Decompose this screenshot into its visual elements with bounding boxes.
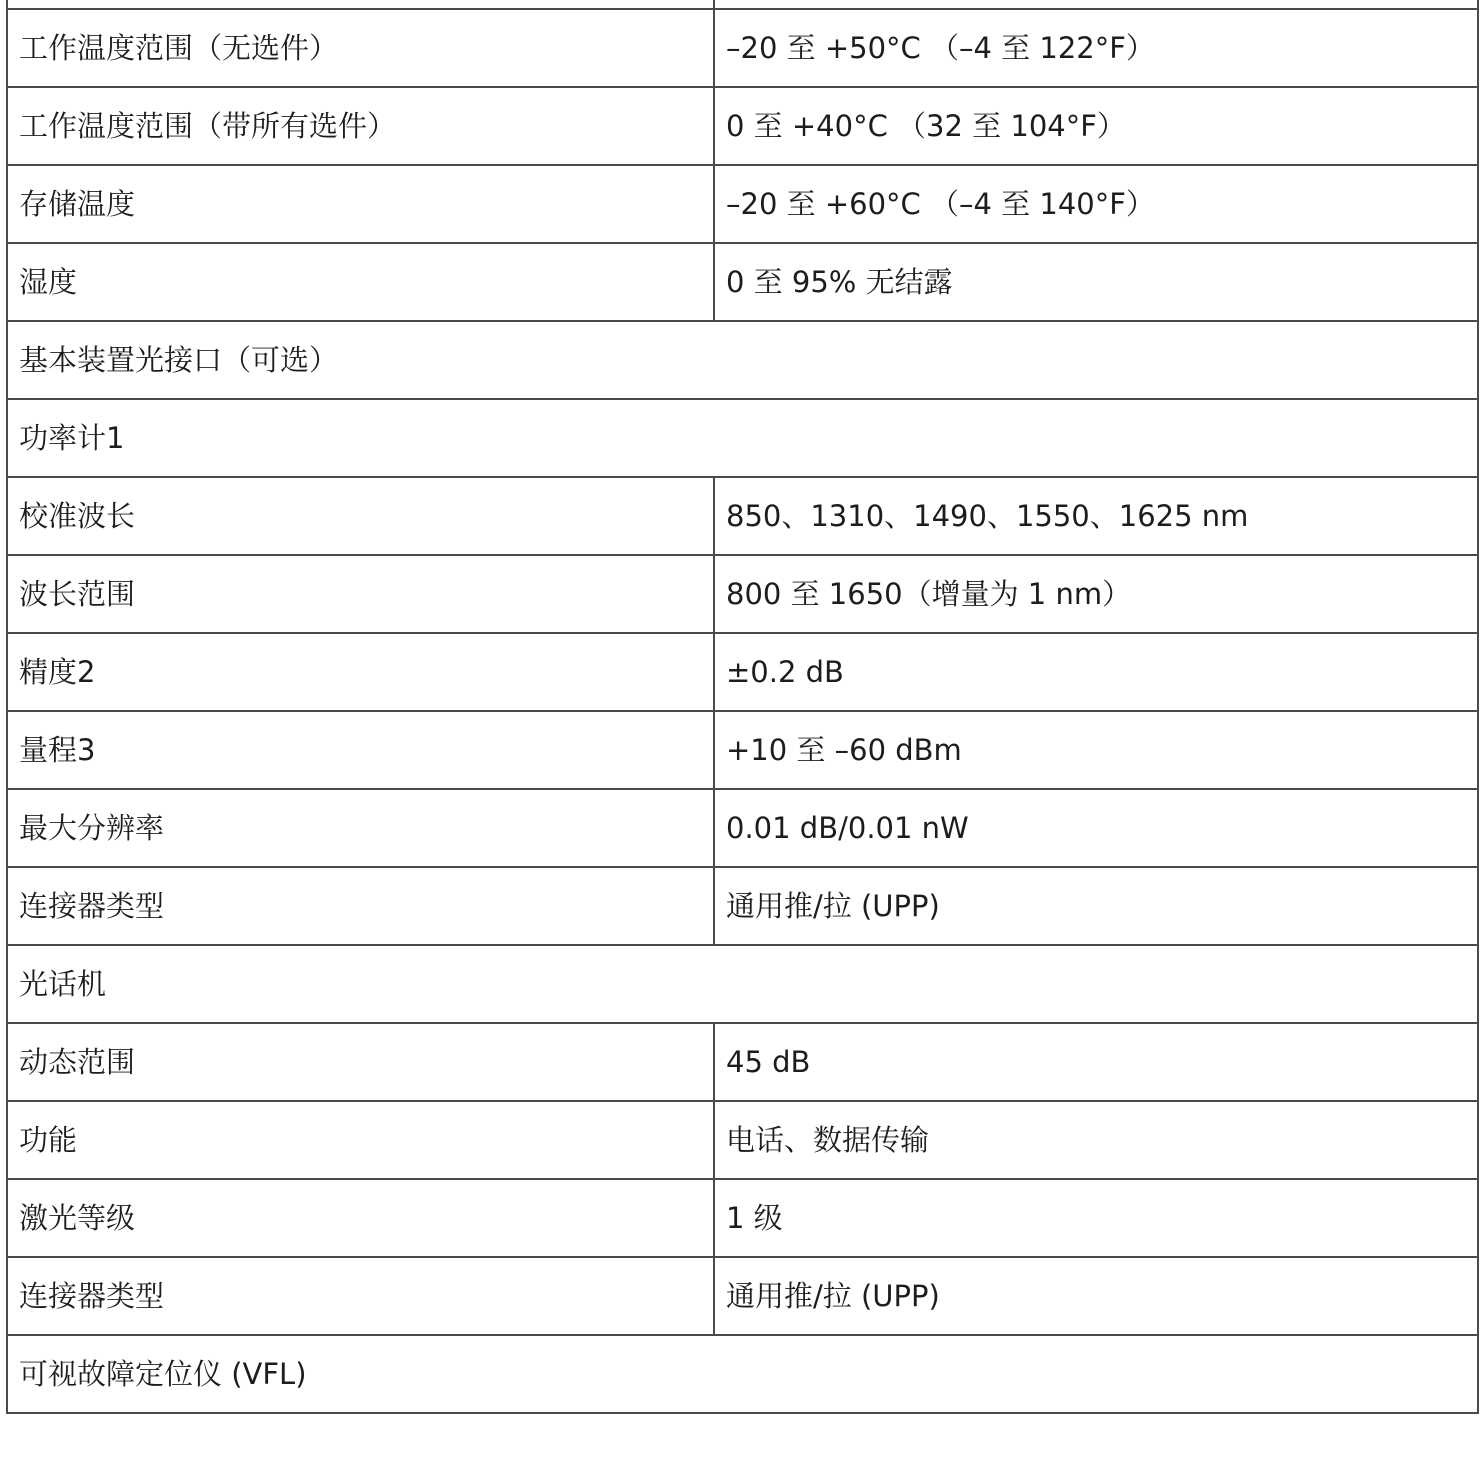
table-row: [7, 0, 1478, 9]
spec-value: 0 至 95% 无结露: [714, 243, 1478, 321]
spec-value: –20 至 +50°C （–4 至 122°F）: [714, 9, 1478, 87]
spec-table-body: [7, 0, 1478, 1413]
table-row: [7, 789, 1478, 867]
spec-label: 最大分辨率: [7, 789, 714, 867]
section-header-row: [7, 1335, 1478, 1413]
table-row: [7, 1179, 1478, 1257]
spec-label: 工作温度范围（无选件）: [7, 9, 714, 87]
spec-label: 湿度: [7, 243, 714, 321]
section-title: 可视故障定位仪 (VFL): [7, 1335, 1478, 1413]
spec-label: 存储温度: [7, 165, 714, 243]
spec-table: [6, 0, 1479, 1414]
section-title: 基本装置光接口（可选）: [7, 321, 1478, 399]
spec-value: 0 至 +40°C （32 至 104°F）: [714, 87, 1478, 165]
section-header-row: [7, 321, 1478, 399]
section-title: 功率计1: [7, 399, 1478, 477]
table-row: [7, 555, 1478, 633]
section-header-row: [7, 399, 1478, 477]
spec-label: 工作温度范围（带所有选件）: [7, 87, 714, 165]
spec-value: –20 至 +60°C （–4 至 140°F）: [714, 165, 1478, 243]
spec-value: 电话、数据传输: [714, 1101, 1478, 1179]
table-row: [7, 9, 1478, 87]
spec-value: 850、1310、1490、1550、1625 nm: [714, 477, 1478, 555]
spec-label: 校准波长: [7, 477, 714, 555]
table-row: [7, 1257, 1478, 1335]
spec-label: 动态范围: [7, 1023, 714, 1101]
table-row: [7, 243, 1478, 321]
spec-label: 连接器类型: [7, 867, 714, 945]
spec-value: 0.01 dB/0.01 nW: [714, 789, 1478, 867]
spec-value: 800 至 1650（增量为 1 nm）: [714, 555, 1478, 633]
spec-label: 波长范围: [7, 555, 714, 633]
section-title: 光话机: [7, 945, 1478, 1023]
spec-value: 通用推/拉 (UPP): [714, 1257, 1478, 1335]
table-row: [7, 87, 1478, 165]
section-header-row: [7, 945, 1478, 1023]
spec-value: +10 至 –60 dBm: [714, 711, 1478, 789]
table-row: [7, 711, 1478, 789]
spec-value: ±0.2 dB: [714, 633, 1478, 711]
table-row: [7, 1101, 1478, 1179]
spec-value: 1 级: [714, 1179, 1478, 1257]
spec-label: [7, 0, 714, 9]
table-row: [7, 165, 1478, 243]
table-row: [7, 633, 1478, 711]
spec-label: 精度2: [7, 633, 714, 711]
spec-label: 连接器类型: [7, 1257, 714, 1335]
table-row: [7, 867, 1478, 945]
spec-value: 45 dB: [714, 1023, 1478, 1101]
spec-label: 激光等级: [7, 1179, 714, 1257]
spec-value: [714, 0, 1478, 9]
spec-value: 通用推/拉 (UPP): [714, 867, 1478, 945]
spec-label: 功能: [7, 1101, 714, 1179]
table-row: [7, 477, 1478, 555]
spec-label: 量程3: [7, 711, 714, 789]
table-row: [7, 1023, 1478, 1101]
